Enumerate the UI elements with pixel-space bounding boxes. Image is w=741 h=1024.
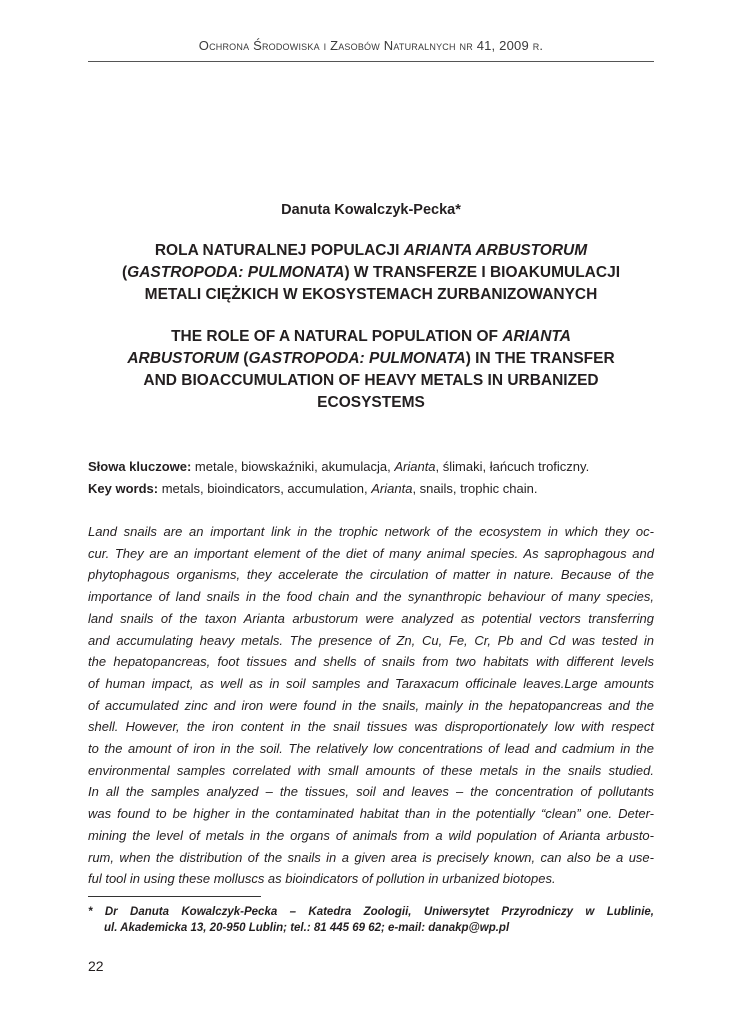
page-number: 22 [88,958,104,974]
title-en-genus: ARIANTA [502,328,571,345]
title-en-text: ( [238,350,249,367]
header-rule [88,61,654,62]
title-en-species: ARBUSTORUM [127,350,239,367]
keywords-en-genus: Arianta [371,481,413,496]
abstract-line: to the amount of iron in the soil. The relatively low concentrations of lead and cadmium in the [88,741,654,757]
title-pl-text: ) W TRANSFERZE I BIOAKUMULACJI [344,264,620,281]
abstract-line: ful tool in using these molluscs as bioindicators of pollution in urbanized biotopes. [88,871,556,887]
title-en-text: ) IN THE TRANSFER [465,350,615,367]
abstract-line: cur. They are an important element of the diet of many animal species. As saprophagous and [88,545,654,561]
keywords-english [88,481,688,496]
abstract-line: the hepatopancreas, foot tissues and shells of snails from two habitats with different levels [88,654,654,670]
keywords-en-text: , snails, trophic chain. [412,481,538,496]
abstract-line: land snails of the taxon Arianta arbustorum were analyzed as potential vectors transferring [88,610,654,626]
keywords-pl-label: Słowa kluczowe: [88,459,192,474]
author-name: Danuta Kowalczyk-Pecka* [281,202,461,218]
title-pl-text: ( [122,264,128,281]
running-head: Ochrona Środowiska i Zasobów Naturalnych nr 41, 2009 r. [198,38,544,53]
title-en-text: THE ROLE OF A NATURAL POPULATION OF [171,328,503,345]
title-en-line-3: AND BIOACCUMULATION OF HEAVY METALS IN URBANIZED [143,372,599,389]
abstract-line: Land snails are an important link in the trophic network of the ecosystem in which they oc- [88,524,654,539]
title-english [88,326,654,414]
title-en-line-1 [88,326,654,348]
abstract-line: was found to be higher in the contaminated habitat than in the potentially “clean” one. Deter- [88,806,654,822]
title-pl-taxon: GASTROPODA: PULMONATA [127,264,345,281]
keywords-pl-genus: Arianta [394,459,436,474]
title-en-taxon: GASTROPODA: PULMONATA [248,350,466,367]
title-en-line-2 [88,348,654,370]
keywords-pl-text: , ślimaki, łańcuch troficzny. [435,459,590,474]
footnote [88,904,654,936]
keywords-pl-text: metale, biowskaźniki, akumulacja, [191,459,395,474]
abstract-line: rum, when the distribution of the snails in a given area is precisely known, can also be a use- [88,849,654,865]
abstract [88,521,654,890]
title-pl-line-2 [88,262,654,284]
abstract-line: and accumulating heavy metals. The presence of Zn, Cu, Fe, Cr, Pb and Cd was tested in [88,632,654,648]
abstract-line: environmental samples correlated with small amounts of these metals in the snails studied. [88,762,654,778]
title-en-line-4: ECOSYSTEMS [317,394,425,411]
abstract-line: mining the level of metals in the organs of animals from a wild population of Arianta arbusto- [88,827,654,843]
abstract-line: phytophagous organisms, they accelerate the circulation of matter in nature. Because of the [88,567,654,583]
footnote-line-2: ul. Akademicka 13, 20-950 Lublin; tel.: 81 445 69 62; e-mail: danakp@wp.pl [104,922,510,934]
abstract-line: In all the samples analyzed – the tissues, soil and leaves – the concentration of pollutants [88,784,654,800]
keywords-polish [88,459,688,474]
abstract-line: of human impact, as well as in soil samples and Taraxacum officinale leaves.Large amounts [88,675,654,691]
title-polish [88,240,654,306]
footnote-rule [88,896,261,897]
title-pl-line-1 [88,240,654,262]
abstract-line: importance of land snails in the food chain and the synanthropic behaviour of many species, [88,589,654,605]
keywords-en-text: metals, bioindicators, accumulation, [158,481,372,496]
title-pl-line-3: METALI CIĘŻKICH W EKOSYSTEMACH ZURBANIZOWANYCH [144,286,598,303]
keywords-en-label: Key words: [88,481,159,496]
abstract-line: shell. However, the iron content in the snail tissues was disproportionately low with respect [88,719,654,735]
abstract-line: of accumulated zinc and iron were found in the snails, mainly in the hepatopancreas and the [88,697,654,713]
title-pl-species: ARIANTA ARBUSTORUM [403,242,588,259]
footnote-line-1: * Dr Danuta Kowalczyk-Pecka – Katedra Zoologii, Uniwersytet Przyrodniczy w Lublinie, [88,906,654,918]
title-pl-text: ROLA NATURALNEJ POPULACJI [154,242,404,259]
